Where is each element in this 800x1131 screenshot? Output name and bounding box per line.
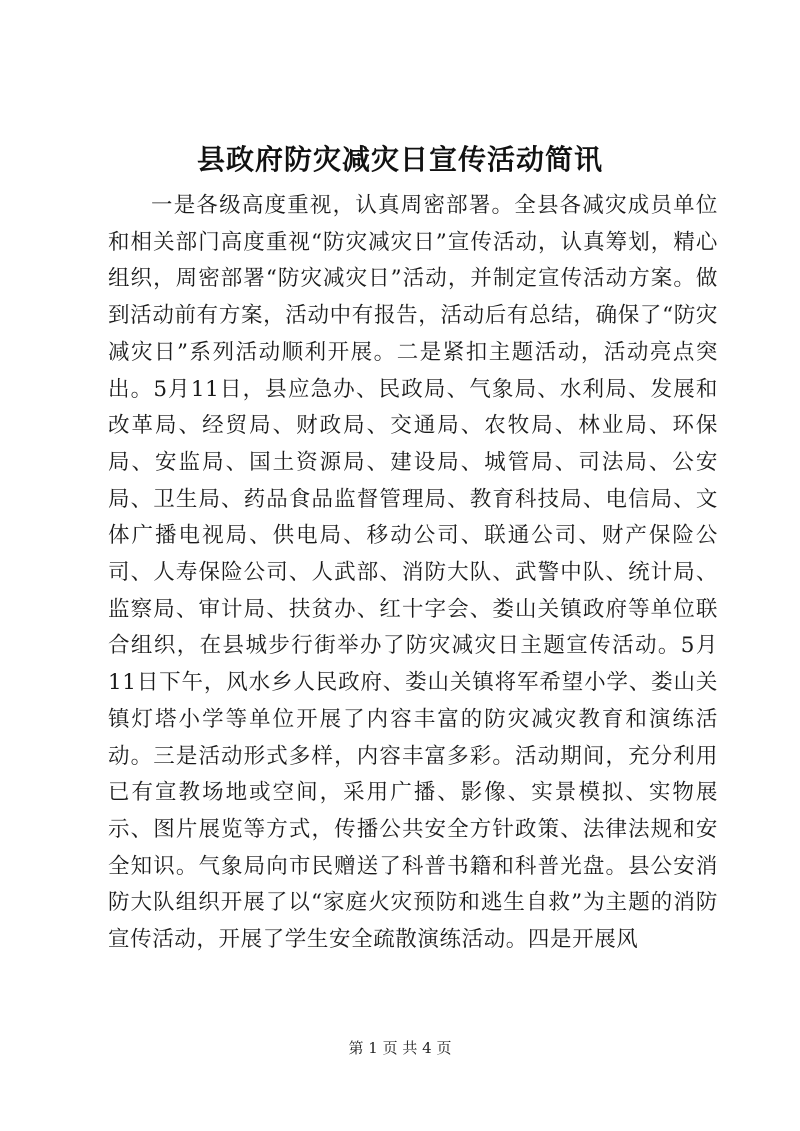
page-number-footer: 第 1 页 共 4 页 <box>348 1039 452 1057</box>
document-title: 县政府防灾减灾日宣传活动简讯 <box>196 143 603 176</box>
document-body-paragraph: 一是各级高度重视，认真周密部署。全县各减灾成员单位和相关部门高度重视“防灾减灾日”宣传活动，认真筹划，精心组织，周密部署“防灾减灾日”活动，并制定宣传活动方案。做到活动前有方案，活动中有报告，活动后有总结，确保了“防灾减灾日”系列活动顺利开展。二是紧扣主题活动，活动亮点突出。5月11日，县应急办、民政局、气象局、水利局、发展和改革局、经贸局、财政局、交通局、农牧局、林业局、环保局、安监局、国土资源局、建设局、城管局、司法局、公安局、卫生局、药品食品监督管理局、教育科技局、电信局、文体广播电视局、供电局、移动公司、联通公司、财产保险公司、人寿保险公司、人武部、消防大队、武警中队、统计局、监察局、审计局、扶贫办、红十字会、娄山关镇政府等单位联合组织，在县城步行街举办了防灾减灾日主题宣传活动。5月11日下午，风水乡人民政府、娄山关镇将军希望小学、娄山关镇灯塔小学等单位开展了内容丰富的防灾减灾教育和演练活动。三是活动形式多样，内容丰富多彩。活动期间，充分利用已有宣教场地或空间，采用广播、影像、实景模拟、实物展示、图片展览等方式，传播公共安全方针政策、法律法规和安全知识。气象局向市民赠送了科普书籍和科普光盘。县公安消防大队组织开展了以“家庭火灾预防和逃生自救”为主题的消防宣传活动，开展了学生安全疏散演练活动。四是开展风 <box>108 193 718 953</box>
